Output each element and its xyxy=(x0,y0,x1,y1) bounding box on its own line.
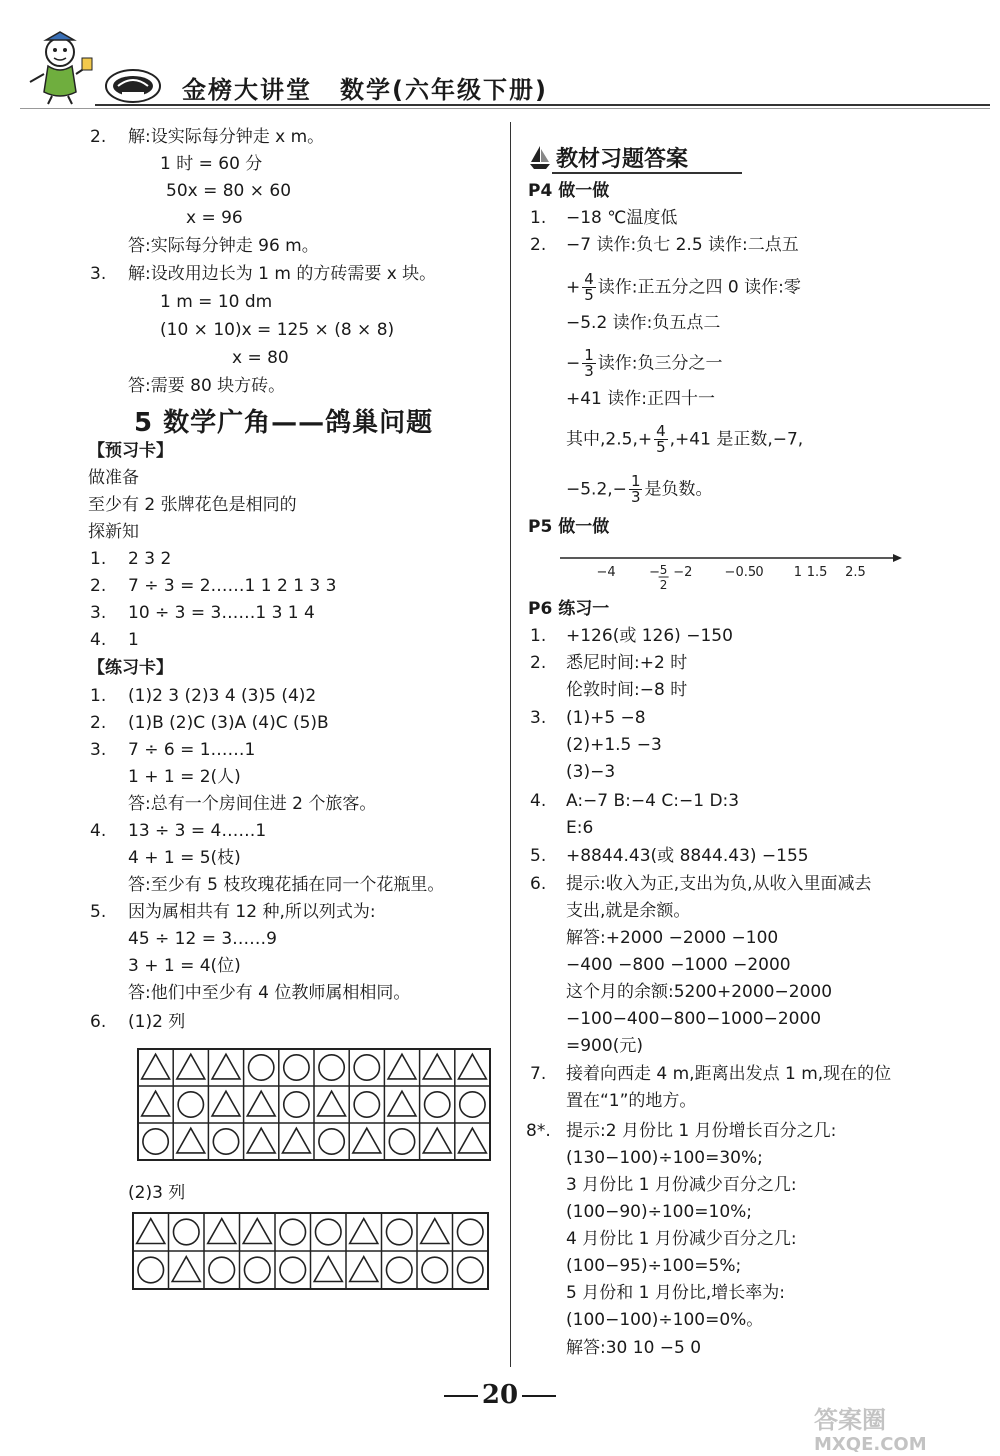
numerator: 1 xyxy=(630,472,641,490)
subject-name: 数学(六年级下册) xyxy=(340,76,548,104)
circle-shape xyxy=(354,1055,379,1080)
item-number: 3. xyxy=(530,708,547,728)
answer-line: 1 xyxy=(128,630,139,650)
triangle-shape xyxy=(423,1128,451,1153)
triangle-shape xyxy=(282,1128,310,1153)
answer-line: 3 + 1 = 4(位) xyxy=(128,956,241,976)
header-rule xyxy=(95,104,990,106)
item-number: 1. xyxy=(530,208,547,228)
triangle-shape xyxy=(350,1219,378,1244)
heading-underline xyxy=(552,172,742,174)
answer-line: 答:他们中至少有 4 位教师属相相同。 xyxy=(128,983,411,1003)
item-number: 1. xyxy=(90,686,107,706)
number-line-tick-label: −0.5 xyxy=(724,565,757,580)
section-title: 5 数学广角——鸽巢问题 xyxy=(134,408,434,438)
answer-text: 读作:负三分之一 xyxy=(597,353,723,374)
answers-title: 教材习题答案 xyxy=(556,147,689,172)
answer-line: 4 + 1 = 5(枝) xyxy=(128,848,241,868)
answer-line: +126(或 126) −150 xyxy=(566,626,733,646)
triangle-shape xyxy=(172,1257,200,1282)
item-number: 2. xyxy=(90,576,107,596)
circle-shape xyxy=(284,1092,309,1117)
answer-line: 置在“1”的地方。 xyxy=(566,1091,697,1111)
triangle-shape xyxy=(353,1128,381,1153)
triangle-shape xyxy=(458,1128,486,1153)
number-line-tick-label: −2 xyxy=(673,565,693,580)
watermark-url: MXQE.COM xyxy=(814,1434,927,1452)
circle-shape xyxy=(280,1219,306,1245)
number-line-fraction-sign: − xyxy=(649,565,661,580)
answer-line: +41 读作:正四十一 xyxy=(566,389,716,409)
solution-line: 答:实际每分钟走 96 m。 xyxy=(128,236,319,256)
fraction xyxy=(582,272,596,303)
triangle-shape xyxy=(350,1257,378,1282)
item-number: 5. xyxy=(90,902,107,922)
item-number: 2. xyxy=(530,235,547,255)
triangle-shape xyxy=(388,1054,416,1079)
denominator: 5 xyxy=(656,438,666,456)
exercise-label: P4 做一做 xyxy=(528,181,610,201)
triangle-shape xyxy=(137,1219,165,1244)
solution-line: x = 80 xyxy=(232,348,289,368)
denominator: 5 xyxy=(584,286,594,304)
number-line-tick-label: 2.5 xyxy=(845,565,866,580)
number-line-fraction-denominator: 2 xyxy=(659,578,668,592)
fraction xyxy=(654,424,668,455)
triangle-shape xyxy=(388,1091,416,1116)
numerator: 1 xyxy=(584,346,594,364)
answer-line: 7 ÷ 3 = 2……1 1 2 1 3 3 xyxy=(128,576,337,596)
exercise-label: P5 做一做 xyxy=(528,517,610,537)
solution-line: 1 m = 10 dm xyxy=(160,292,273,312)
item-number: 2. xyxy=(90,127,107,147)
page-number-text: 20 xyxy=(481,1380,519,1410)
item-number: 4. xyxy=(90,821,107,841)
denominator: 3 xyxy=(630,488,641,506)
number-line xyxy=(550,548,910,598)
number-line-tick-label: 1.5 xyxy=(806,565,828,580)
answer-line: −100−400−800−1000−2000 xyxy=(566,1009,822,1029)
item-number: 3. xyxy=(90,264,107,284)
fraction xyxy=(629,474,643,505)
answer-line: 13 ÷ 3 = 4……1 xyxy=(128,821,267,841)
numerator: 4 xyxy=(584,270,594,288)
answer-text: 读作:正五分之四 0 读作:零 xyxy=(597,277,801,298)
answer-line: 至少有 2 张牌花色是相同的 xyxy=(88,495,297,515)
answer-line: 4 月份比 1 月份减少百分之几: xyxy=(566,1229,797,1249)
triangle-shape xyxy=(247,1091,275,1116)
answer-text: −5.2,− xyxy=(566,479,627,500)
item-number: 5. xyxy=(530,846,547,866)
solution-line: (10 × 10)x = 125 × (8 × 8) xyxy=(160,320,395,340)
watermark-title: 答案圈 xyxy=(814,1406,886,1434)
circle-shape xyxy=(425,1092,450,1117)
triangle-shape xyxy=(212,1054,240,1079)
answer-line: 3 月份比 1 月份减少百分之几: xyxy=(566,1175,797,1195)
answer-line: 因为属相共有 12 种,所以列式为: xyxy=(128,902,376,922)
triangle-shape xyxy=(142,1054,170,1079)
circle-shape xyxy=(389,1129,414,1154)
item-number: 1. xyxy=(530,626,547,646)
number-line-tick-label: 0 xyxy=(755,565,764,580)
answer-line: =900(元) xyxy=(566,1036,643,1056)
page-number-dash xyxy=(522,1395,556,1397)
answer-line: 接着向西走 4 m,距离出发点 1 m,现在的位 xyxy=(566,1064,892,1084)
circle-shape xyxy=(280,1257,306,1283)
item-number: 4. xyxy=(90,630,107,650)
circle-shape xyxy=(386,1219,412,1245)
solution-line: x = 96 xyxy=(186,208,243,228)
answer-line: (1)2 列 xyxy=(128,1012,186,1032)
circle-shape xyxy=(315,1219,341,1245)
circle-shape xyxy=(244,1257,270,1283)
circle-shape xyxy=(457,1257,483,1283)
subheading: 做准备 xyxy=(88,468,139,488)
publisher-logo xyxy=(104,68,162,104)
number-line-tick-label: −4 xyxy=(596,565,616,580)
answer-line: (1)B (2)C (3)A (4)C (5)B xyxy=(128,713,329,733)
textbook-answers-heading xyxy=(528,142,758,176)
subheading: 探新知 xyxy=(88,522,139,542)
circle-shape xyxy=(460,1092,485,1117)
number-line-tick-label: 1 xyxy=(793,565,803,580)
answer-line: (1)2 3 (2)3 4 (3)5 (4)2 xyxy=(128,686,317,706)
sign: + xyxy=(566,277,581,298)
answer-line xyxy=(566,424,803,455)
item-number: 4. xyxy=(530,791,547,811)
number-line-arrow xyxy=(893,554,902,562)
mascot-illustration xyxy=(22,30,94,106)
shape-grid-three-columns xyxy=(132,1212,492,1292)
answer-line: −7 读作:负七 2.5 读作:二点五 xyxy=(566,235,799,255)
solution-line: 解:设改用边长为 1 m 的方砖需要 x 块。 xyxy=(128,264,437,284)
fraction xyxy=(582,348,596,379)
triangle-shape xyxy=(318,1091,346,1116)
item-number: 3. xyxy=(90,740,107,760)
circle-shape xyxy=(143,1129,168,1154)
answer-line: −18 ℃温度低 xyxy=(566,208,678,228)
answer-line: 提示:2 月份比 1 月份增长百分之几: xyxy=(566,1121,837,1141)
answer-line: 伦敦时间:−8 时 xyxy=(566,680,688,700)
circle-shape xyxy=(354,1092,379,1117)
circle-shape xyxy=(213,1129,238,1154)
practice-card-label: 【练习卡】 xyxy=(88,658,173,678)
answer-line: 解答:30 10 −5 0 xyxy=(566,1338,702,1358)
solution-line: 1 时 = 60 分 xyxy=(160,154,263,174)
answer-line xyxy=(566,348,723,379)
answer-line: A:−7 B:−4 C:−1 D:3 xyxy=(566,791,740,811)
answer-line: E:6 xyxy=(566,818,594,838)
answer-line xyxy=(566,474,712,505)
header-rule-thin xyxy=(20,108,990,109)
answer-line: 7 ÷ 6 = 1……1 xyxy=(128,740,256,760)
answer-line: 1 + 1 = 2(人) xyxy=(128,767,241,787)
triangle-shape xyxy=(208,1219,236,1244)
exercise-label: P6 练习一 xyxy=(528,599,610,619)
denominator: 3 xyxy=(584,362,594,380)
triangle-shape xyxy=(243,1219,271,1244)
answer-text: 是负数。 xyxy=(644,479,713,500)
grid-label: (2)3 列 xyxy=(128,1183,186,1203)
answer-line: (130−100)÷100=30%; xyxy=(566,1148,763,1168)
page-header xyxy=(0,0,1000,110)
solution-line: 解:设实际每分钟走 x m。 xyxy=(128,127,325,147)
triangle-shape xyxy=(458,1054,486,1079)
answer-line: 10 ÷ 3 = 3……1 3 1 4 xyxy=(128,603,315,623)
circle-shape xyxy=(249,1055,274,1080)
answer-text: 其中,2.5,+ xyxy=(566,429,653,450)
answer-line: 这个月的余额:5200+2000−2000 xyxy=(566,982,833,1002)
triangle-shape xyxy=(314,1257,342,1282)
answer-line: 5 月份和 1 月份比,增长率为: xyxy=(566,1283,785,1303)
answer-text: ,+41 是正数,−7, xyxy=(669,429,804,450)
item-number: 3. xyxy=(90,603,107,623)
answer-line: −5.2 读作:负五点二 xyxy=(566,313,721,333)
item-number: 7. xyxy=(530,1064,547,1084)
page-number-dash xyxy=(444,1395,478,1397)
answer-line: (100−95)÷100=5%; xyxy=(566,1256,742,1276)
item-number: 2. xyxy=(530,653,547,673)
series-name: 金榜大讲堂 xyxy=(182,76,312,104)
preview-card-label: 【预习卡】 xyxy=(88,441,173,461)
answer-line: 提示:收入为正,支出为负,从收入里面减去 xyxy=(566,874,872,894)
column-divider xyxy=(510,122,511,1367)
circle-shape xyxy=(457,1219,483,1245)
number-line-fraction-numerator: 5 xyxy=(659,563,668,577)
item-number: 6. xyxy=(530,874,547,894)
item-number: 2. xyxy=(90,713,107,733)
item-number: 6. xyxy=(90,1012,107,1032)
numerator: 4 xyxy=(656,422,666,440)
triangle-shape xyxy=(177,1054,205,1079)
answer-line: 悉尼时间:+2 时 xyxy=(566,653,688,673)
circle-shape xyxy=(209,1257,235,1283)
answer-line: (100−90)÷100=10%; xyxy=(566,1202,753,1222)
triangle-shape xyxy=(421,1219,449,1244)
sign: − xyxy=(566,353,581,374)
answer-line: 2 3 2 xyxy=(128,549,172,569)
answer-line: (1)+5 −8 xyxy=(566,708,646,728)
answer-line: 45 ÷ 12 = 3……9 xyxy=(128,929,277,949)
answer-line: 解答:+2000 −2000 −100 xyxy=(566,928,779,948)
answer-line: (2)+1.5 −3 xyxy=(566,735,662,755)
answer-line: (100−100)÷100=0%。 xyxy=(566,1310,764,1330)
circle-shape xyxy=(284,1055,309,1080)
triangle-shape xyxy=(142,1091,170,1116)
answer-line xyxy=(566,272,801,303)
answer-line: 答:总有一个房间住进 2 个旅客。 xyxy=(128,794,377,814)
sailboat-icon xyxy=(528,144,552,170)
answer-line: 支出,就是余额。 xyxy=(566,901,691,921)
item-number: 8*. xyxy=(526,1121,551,1141)
answer-line: (3)−3 xyxy=(566,762,616,782)
answer-line: −400 −800 −1000 −2000 xyxy=(566,955,791,975)
item-number: 1. xyxy=(90,549,107,569)
circle-shape xyxy=(173,1219,199,1245)
watermark-logo xyxy=(808,1406,988,1452)
triangle-shape xyxy=(177,1128,205,1153)
circle-shape xyxy=(422,1257,448,1283)
circle-shape xyxy=(138,1257,164,1283)
solution-line: 50x = 80 × 60 xyxy=(166,181,292,201)
circle-shape xyxy=(178,1092,203,1117)
answer-line: 答:至少有 5 枝玫瑰花插在同一个花瓶里。 xyxy=(128,875,445,895)
triangle-shape xyxy=(423,1054,451,1079)
circle-shape xyxy=(386,1257,412,1283)
triangle-shape xyxy=(247,1128,275,1153)
circle-shape xyxy=(319,1055,344,1080)
shape-grid-two-columns xyxy=(137,1048,493,1162)
triangle-shape xyxy=(212,1091,240,1116)
answer-line: +8844.43(或 8844.43) −155 xyxy=(566,846,809,866)
header-title xyxy=(182,70,548,105)
circle-shape xyxy=(319,1129,344,1154)
solution-line: 答:需要 80 块方砖。 xyxy=(128,376,286,396)
